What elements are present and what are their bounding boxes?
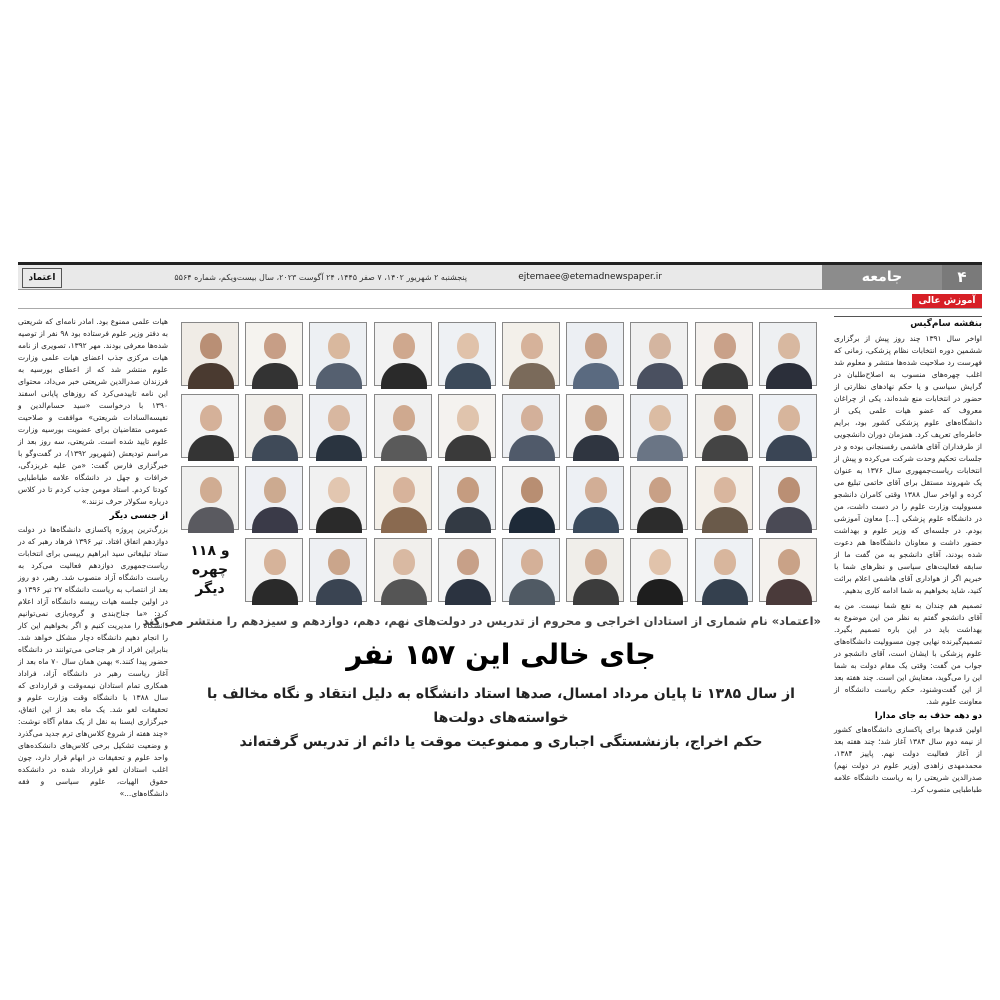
portrait-photo <box>502 394 560 458</box>
portrait-photo <box>759 466 817 530</box>
portrait-photo <box>245 466 303 530</box>
portrait-face <box>649 477 671 503</box>
portrait-photo <box>566 394 624 458</box>
right-subhead: دو دهه حذف به جای مدارا <box>874 711 982 721</box>
portrait-photo <box>695 322 753 386</box>
portrait-photo <box>502 538 560 602</box>
portrait-shoulders <box>316 435 362 461</box>
portrait-photo <box>438 394 496 458</box>
newspaper-page <box>18 262 983 798</box>
portrait-shoulders <box>316 579 362 605</box>
portrait-face <box>585 333 607 359</box>
portrait-face <box>778 477 800 503</box>
portrait-face <box>328 477 350 503</box>
portrait-shoulders <box>573 363 619 389</box>
portrait-photo <box>695 394 753 458</box>
portrait-face <box>264 405 286 431</box>
portrait-face <box>585 549 607 575</box>
portrait-shoulders <box>445 579 491 605</box>
portrait-shoulders <box>509 507 555 533</box>
portrait-face <box>521 549 543 575</box>
portrait-photo <box>438 322 496 386</box>
portrait-photo <box>502 322 560 386</box>
portrait-photo <box>374 322 432 386</box>
rubric-bar <box>18 294 982 309</box>
portrait-photo <box>630 394 688 458</box>
portrait-photo <box>695 466 753 530</box>
more-label-2: دیگر <box>195 581 225 597</box>
rubric-tag: آموزش عالی <box>912 294 982 308</box>
section-email[interactable]: ejtemaee@etemadnewspaper.ir <box>518 272 662 282</box>
portrait-shoulders <box>509 435 555 461</box>
portrait-grid <box>181 322 821 612</box>
portrait-photo <box>438 466 496 530</box>
author-byline: بنفشه سام‌گیس <box>834 316 982 329</box>
portrait-face <box>328 549 350 575</box>
dateline: پنجشنبه ۲ شهریور ۱۴۰۲، ۷ صفر ۱۴۴۵، ۲۴ آگوست ۲۰۲۳، سال بیست‌ویکم، شماره ۵۵۶۴ <box>174 273 467 282</box>
right-paragraph: تصمیم هم چندان به نفع شما نیست. من به آقای دانشجو گفتم به نظر من این موضوع به بهداشت باید در این باره تصمیم بگیرد. تصمیم‌گیرنده نهایی چون مسوولیت دانشگاه‌های علوم پزشکی با ایشان است، آقای دانشجو در جواب من گفت: وقتی یک مقام دولت به شما این را می‌گوید، معنایش این است. چند هفته بعد از این گفت‌وشنود، حکم ریاست دانشگاه از معاونت علوم شد. <box>834 601 982 706</box>
portrait-shoulders <box>316 507 362 533</box>
portrait-shoulders <box>316 363 362 389</box>
portrait-face <box>778 405 800 431</box>
portrait-shoulders <box>702 363 748 389</box>
left-subhead: از جنسی دیگر <box>109 511 168 521</box>
article-headline: جای خالی این ۱۵۷ نفر <box>346 638 656 671</box>
deck-line-2: حکم اخراج، بازنشستگی اجباری و ممنوعیت موقت یا دائم از تدریس گرفته‌اند <box>239 734 763 750</box>
right-column <box>834 316 983 794</box>
portrait-photo <box>759 394 817 458</box>
portrait-face <box>714 549 736 575</box>
portrait-photo <box>181 466 239 530</box>
portrait-shoulders <box>188 435 234 461</box>
portrait-face <box>200 477 222 503</box>
portrait-shoulders <box>702 435 748 461</box>
portrait-photo <box>759 322 817 386</box>
portrait-shoulders <box>573 579 619 605</box>
portrait-face <box>778 333 800 359</box>
portrait-face <box>200 333 222 359</box>
portrait-face <box>328 405 350 431</box>
portrait-photo <box>309 394 367 458</box>
portrait-face <box>264 549 286 575</box>
portrait-shoulders <box>252 435 298 461</box>
page-number: ۴ <box>942 265 982 290</box>
portrait-face <box>714 405 736 431</box>
portrait-shoulders <box>766 507 812 533</box>
portrait-face <box>264 333 286 359</box>
portrait-face <box>585 405 607 431</box>
portrait-shoulders <box>509 363 555 389</box>
portrait-shoulders <box>381 507 427 533</box>
portrait-shoulders <box>188 363 234 389</box>
portrait-photo <box>566 322 624 386</box>
portrait-shoulders <box>637 507 683 533</box>
portrait-face <box>649 333 671 359</box>
portrait-face <box>521 477 543 503</box>
portrait-shoulders <box>252 579 298 605</box>
portrait-photo <box>759 538 817 602</box>
portrait-photo <box>374 538 432 602</box>
portrait-photo <box>245 394 303 458</box>
portrait-face <box>714 477 736 503</box>
portrait-shoulders <box>573 435 619 461</box>
right-paragraph: اواخر سال ۱۳۹۱ چند روز پیش از برگزاری ششمین دوره انتخابات نظام پزشکی، زمانی که فهرست رد صلاحیت شده‌ها منتشر و معلوم شد اغلب چهره‌های منسوب به اصلاح‌طلبان در گرایش سیاسی و یا حکم نهادهای نظارتی از حضور در انتخابات منع شده‌اند، یکی از چراغان معروف که عضو هیات علمی یکی از دانشگاه‌های علوم پزشکی کشور بود، برایم خاطره‌ای تعریف کرد. همزمان دوران دانشجویی از طرفداران آقای هاشمی رفسنجانی بوده و در جلسات تحکیم وحدت شرکت می‌کرده و پیش از انتخابات ریاست‌جمهوری سال ۱۳۷۶ به عنوان یک شهروند مستقل برای آقای خاتمی تبلیغ می کرده و اواخر سال ۱۳۸۸ وقتی کامران دانشجو مسوولیت وزارت علوم را در دست داشت، من در دانشگاه علوم پزشکی [...] معاون آموزشی بودم. در جلسه‌ای که وزیر علوم و بهداشت حضور داشت و معاونان دانشگاه‌ها هم دعوت شده بودند، آقای دانشجو به من گفت ما از سابقه فعالیت‌های سیاسی و نظرهای شما با خبریم اگر از هواداری آقای هاشمی اعلام برائت کنید، شاید بخواهیم به شما ادامه کاری بدهیم. <box>834 334 983 595</box>
portrait-shoulders <box>381 363 427 389</box>
left-paragraph: هیات علمی ممنوع بود. امادر نامه‌ای که شریعتی به دفتر وزیر علوم فرستاده بود ۹۸ نفر از توصیه شده‌ها معرفی بودند. مهر ۱۳۹۲، تصویری از نامه هیات مرکزی جذب اعضای هیات علمی وزارت علوم منتشر شد که از اعطای بورسیه به فرزندان صدرالدین شریعتی خبر می‌داد، محتوای این نامه تاییدمی‌کرد که روزهای پایانی اسفند ۱۳۹۰ با درخواست «سید حسام‌الدین و نفیسه‌السادات شریعتی» موافقت و صلاحیت عمومی متقاضیان برای عضویت بورسیه وزارت علوم تایید شده است. شریعتی، سه روز بعد از مراسم تودیعش (شهریور ۱۳۹۲)، در گفت‌وگو با خبرگزاری فارس گفت: «من علیه غربزدگی، خرافات و جهل در دانشگاه علامه طباطبایی کودتا کردم. استاد مومن جذب کردم تا در کلاس درباره سکولار حرف نزنند.» <box>18 317 168 506</box>
portrait-face <box>457 549 479 575</box>
portrait-face <box>200 405 222 431</box>
portrait-photo <box>309 466 367 530</box>
portrait-photo <box>630 538 688 602</box>
portrait-photo <box>245 538 303 602</box>
portrait-face <box>778 549 800 575</box>
portrait-face <box>393 477 415 503</box>
portrait-face <box>264 477 286 503</box>
portrait-photo <box>309 538 367 602</box>
portrait-photo <box>566 538 624 602</box>
more-label: چهره <box>191 562 229 578</box>
portrait-shoulders <box>702 507 748 533</box>
portrait-face <box>457 333 479 359</box>
more-count: و ۱۱۸ <box>190 543 230 559</box>
deck-line-1: از سال ۱۳۸۵ تا پایان مرداد امسال، صدها استاد دانشگاه به دلیل انتقاد و نگاه مخالف با خواسته‌های دولت‌ها <box>207 686 795 726</box>
portrait-face <box>457 405 479 431</box>
portrait-shoulders <box>445 435 491 461</box>
portrait-face <box>521 333 543 359</box>
portrait-shoulders <box>637 363 683 389</box>
left-paragraph: بزرگ‌ترین پروژه پاکسازی دانشگاه‌ها در دولت دوازدهم اتفاق افتاد. تیر ۱۳۹۶ فرهاد رهبر که در ستاد تبلیغاتی سید ابراهیم رییسی برای انتخابات ریاست‌جمهوری دوازدهم فعالیت می‌کرد به ریاست دانشگاه آزاد منصوب شد. رهبر، دو روز بعد از انتصاب به ریاست دانشگاه ۲۷ تیر ۱۳۹۶ و در اولین جلسه هیات رییسه دانشگاه آزاد اعلام کرد: «ما جناح‌بندی و گروه‌بازی نمی‌توانیم دانشگاه را مدیریت کنیم و اگر بخواهیم این کار را انجام دهیم دانشگاه دچار مشکل خواهد شد. بنابراین افراد از هر جناحی می‌توانند در دانشگاه حضور پیدا کنند.» بهمن همان سال ۷۰ ماه بعد از آغاز ریاست رهبر در دانشگاه آزاد، فراداد همکاری تمام استادان نیمه‌وقت و قراردادی که سال ۱۳۸۸ با دانشگاه وقت وزارت علوم و تحقیقات لغو شد. یک ماه بعد از این اتفاق، خبرگزاری ایسنا به نقل از یک مقام آگاه نوشت: «چند هفته از شروع کلاس‌های ترم جدید می‌گذرد و وضعیت تشکیل برخی کلاس‌های دانشکده‌های واحد علوم و تحقیقات در ابهام قرار دارد، چون اغلب استادان لغو قرارداد شده در دانشکده حقوق الهیات، علوم سیاسی و فقه دانشگاه‌های...» <box>18 525 169 798</box>
portrait-shoulders <box>445 507 491 533</box>
portrait-shoulders <box>637 579 683 605</box>
portrait-shoulders <box>702 579 748 605</box>
right-paragraph: اولین قدم‌ها برای پاکسازی دانشگاه‌های کشور از نیمه دوم سال ۱۳۸۴ آغاز شد؛ چند هفته بعد از آغاز فعالیت دولت نهم. پاییز ۱۳۸۴، محمدمهدی زاهدی (وزیر علوم در دولت نهم) صدرالدین شریعتی را به ریاست دانشگاه علامه طباطبایی منصوب کرد. <box>834 725 982 794</box>
portrait-shoulders <box>252 507 298 533</box>
left-column <box>18 316 169 798</box>
portrait-photo <box>245 322 303 386</box>
article-kicker: «اعتماد» نام شماری از استادان اخراجی و محروم از تدریس در دولت‌های نهم، دهم، دوازدهم و سیزدهم را منتشر می کند <box>142 614 821 628</box>
more-faces-badge <box>181 538 239 602</box>
portrait-face <box>521 405 543 431</box>
portrait-photo <box>630 466 688 530</box>
portrait-photo <box>502 466 560 530</box>
portrait-photo <box>374 466 432 530</box>
portrait-shoulders <box>766 435 812 461</box>
portrait-photo <box>438 538 496 602</box>
portrait-shoulders <box>509 579 555 605</box>
portrait-shoulders <box>573 507 619 533</box>
portrait-face <box>393 549 415 575</box>
portrait-photo <box>374 394 432 458</box>
page-header <box>18 262 982 290</box>
portrait-face <box>457 477 479 503</box>
portrait-shoulders <box>381 435 427 461</box>
article-deck <box>181 682 821 754</box>
portrait-photo <box>181 394 239 458</box>
portrait-photo <box>695 538 753 602</box>
portrait-photo <box>181 322 239 386</box>
portrait-face <box>585 477 607 503</box>
portrait-shoulders <box>766 363 812 389</box>
portrait-photo <box>309 322 367 386</box>
portrait-photo <box>630 322 688 386</box>
portrait-shoulders <box>445 363 491 389</box>
portrait-shoulders <box>188 507 234 533</box>
portrait-face <box>649 405 671 431</box>
portrait-shoulders <box>381 579 427 605</box>
portrait-photo <box>566 466 624 530</box>
portrait-face <box>328 333 350 359</box>
newspaper-logo: اعتماد <box>22 268 62 288</box>
portrait-shoulders <box>252 363 298 389</box>
section-name: جامعه <box>822 265 942 290</box>
portrait-shoulders <box>637 435 683 461</box>
portrait-face <box>393 405 415 431</box>
portrait-face <box>649 549 671 575</box>
portrait-face <box>714 333 736 359</box>
portrait-shoulders <box>766 579 812 605</box>
portrait-face <box>393 333 415 359</box>
